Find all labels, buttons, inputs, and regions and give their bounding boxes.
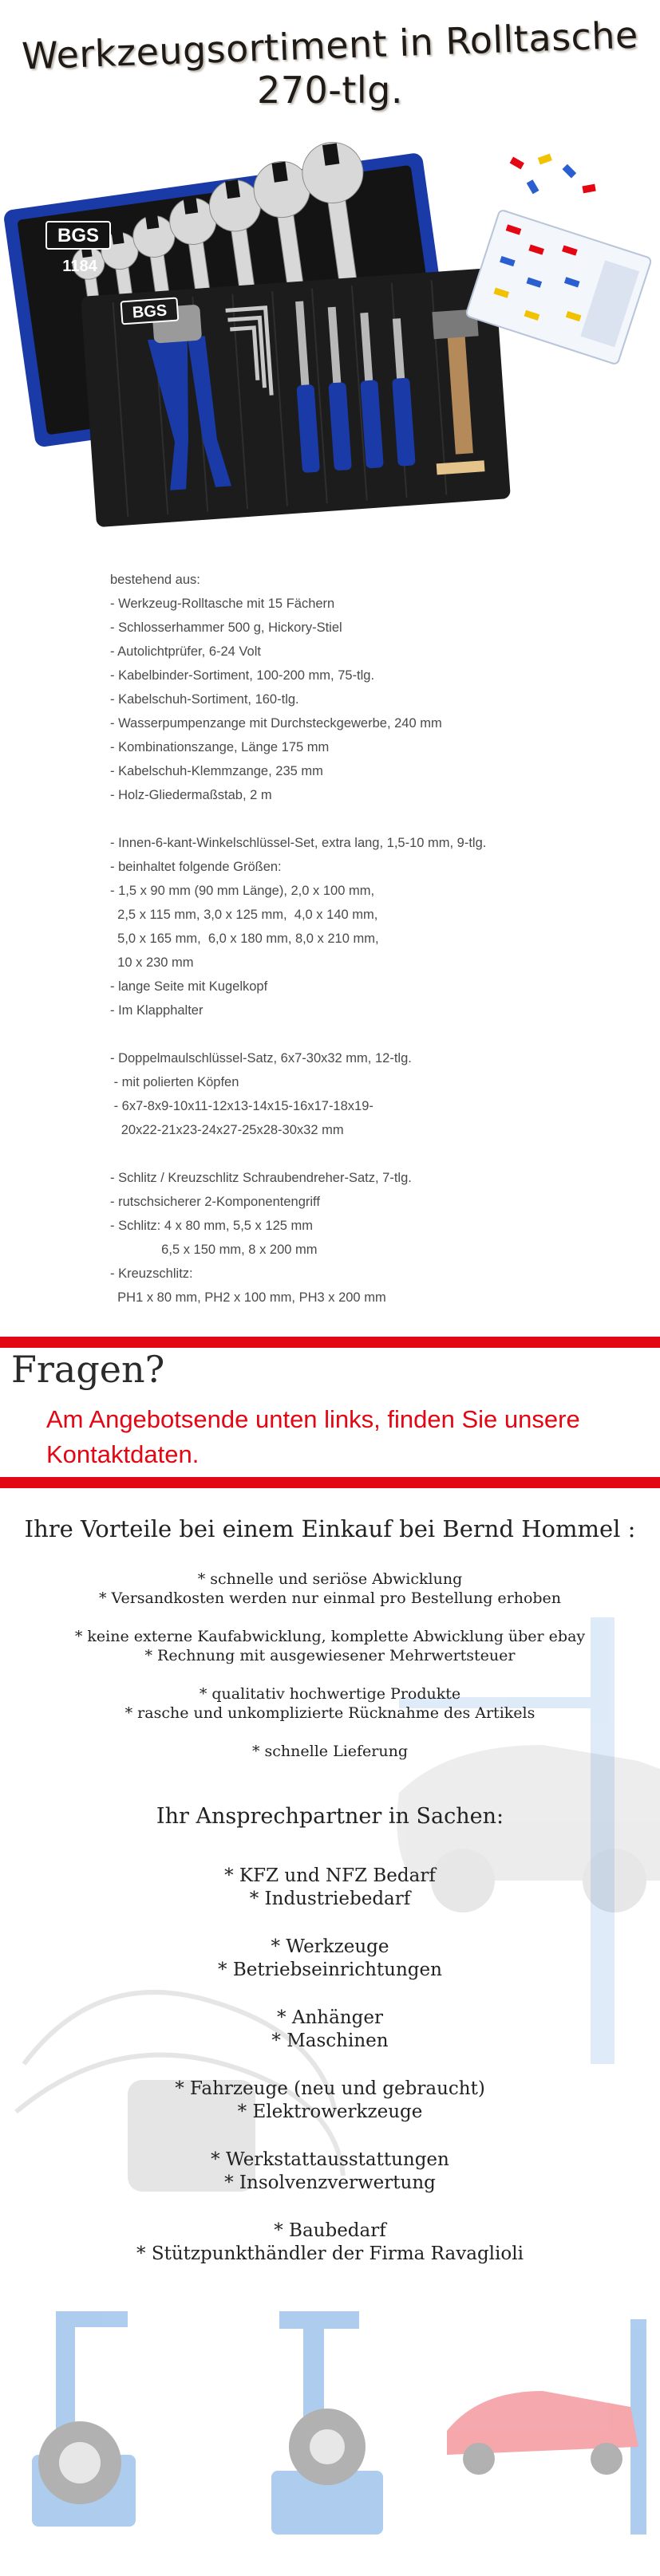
advantage-item: * schnelle und seriöse Abwicklung [197, 1570, 463, 1588]
description-line: - Schlitz / Kreuzschlitz Schraubendreher-Satz, 7-tlg. [110, 1171, 412, 1185]
advantage-item: * schnelle Lieferung [251, 1743, 409, 1760]
description-line: - Holz-Gliedermaßstab, 2 m [110, 788, 272, 802]
description-line: - rutschsicherer 2-Komponentengriff [110, 1195, 320, 1209]
tire-changer-middle [271, 2311, 383, 2535]
description-line: 5,0 x 165 mm, 6,0 x 180 mm, 8,0 x 210 mm, [110, 932, 379, 946]
description-line: - Kombinationszange, Länge 175 mm [110, 740, 330, 754]
article-number: 1184 [62, 258, 97, 275]
contact-heading: Fragen? [11, 1348, 165, 1391]
description-line: - Autolichtprüfer, 6-24 Volt [110, 644, 261, 659]
description-line: 20x22-21x23-24x27-25x28-30x32 mm [110, 1123, 344, 1137]
description-line: bestehend aus: [110, 573, 200, 587]
description-line: - mit polierten Köpfen [110, 1075, 239, 1089]
description-line: 2,5 x 115 mm, 3,0 x 125 mm, 4,0 x 140 mm, [110, 908, 378, 922]
description-line: - Kreuzschlitz: [110, 1266, 193, 1281]
description-line: - Kabelschuh-Sortiment, 160-tlg. [110, 692, 299, 707]
contact-area-item: * Betriebseinrichtungen [218, 1960, 442, 1980]
description-line: PH1 x 80 mm, PH2 x 100 mm, PH3 x 200 mm [110, 1290, 386, 1305]
description-line: - Wasserpumpenzange mit Durchsteckgewerbe, 240 mm [110, 716, 442, 731]
advantages-heading: Ihre Vorteile bei einem Einkauf bei Bernd Hommel : [24, 1515, 636, 1542]
product-description [110, 568, 589, 1310]
description-line: - 6x7-8x9-10x11-12x13-14x15-16x17-18x19- [110, 1099, 373, 1113]
advantage-item: * keine externe Kaufabwicklung, komplette Abwicklung über ebay [74, 1628, 586, 1645]
description-line: 6,5 x 150 mm, 8 x 200 mm [110, 1243, 318, 1257]
lift-with-car [447, 2319, 646, 2535]
contact-text: Am Angebotsende unten links, finden Sie unsere Kontaktdaten. [46, 1405, 580, 1468]
contact-person-heading: Ihr Ansprechpartner in Sachen: [156, 1804, 504, 1829]
description-line: - Innen-6-kant-Winkelschlüssel-Set, extra lang, 1,5-10 mm, 9-tlg. [110, 836, 487, 850]
contact-area-item: * Elektrowerkzeuge [237, 2101, 423, 2122]
contact-area-item: * Anhänger [277, 2007, 383, 2028]
description-line [110, 1022, 589, 1046]
contact-area-item: * KFZ und NFZ Bedarf [224, 1865, 436, 1886]
advantage-item: * Versandkosten werden nur einmal pro Bestellung erhoben [98, 1589, 562, 1607]
description-line: - lange Seite mit Kugelkopf [110, 979, 268, 994]
description-line: - Schlitz: 4 x 80 mm, 5,5 x 125 mm [110, 1219, 313, 1233]
description-line: - Doppelmaulschlüssel-Satz, 6x7-30x32 mm, 12-tlg. [110, 1051, 412, 1065]
page-title: Werkzeugsortiment in Rolltasche [21, 13, 639, 78]
description-line: - beinhaltet folgende Größen: [110, 860, 282, 874]
contact-area-item: * Fahrzeuge (neu und gebraucht) [175, 2078, 485, 2099]
description-line: - Kabelbinder-Sortiment, 100-200 mm, 75-tlg. [110, 668, 375, 683]
contact-area-item: * Stützpunkthändler der Firma Ravaglioli [136, 2243, 524, 2264]
contact-area-item: * Baubedarf [274, 2220, 386, 2241]
brand-logo-small: BGS [132, 301, 168, 322]
black-tool-roll [81, 268, 511, 528]
description-line: - Kabelschuh-Klemmzange, 235 mm [110, 764, 323, 778]
advantage-item: * Rechnung mit ausgewiesener Mehrwertsteuer [144, 1647, 516, 1664]
loose-cable-lugs [510, 154, 596, 195]
red-divider-top [0, 1337, 660, 1348]
description-line [110, 1142, 589, 1166]
description-line: - Im Klapphalter [110, 1003, 204, 1018]
product-image [0, 128, 660, 550]
page-subtitle: 270-tlg. [256, 69, 404, 112]
advantages-section [0, 1506, 660, 2576]
description-line [110, 807, 589, 831]
red-divider-bottom [0, 1477, 660, 1488]
contact-area-item: * Industriebedarf [249, 1889, 411, 1909]
description-line: - Werkzeug-Rolltasche mit 15 Fächern [110, 597, 335, 611]
brand-logo-text: BGS [57, 225, 100, 246]
tire-changer-left [32, 2311, 136, 2527]
advantage-item: * rasche und unkomplizierte Rücknahme des Artikels [124, 1704, 536, 1722]
contact-area-item: * Werkzeuge [271, 1936, 389, 1957]
advantage-item: * qualitativ hochwertige Produkte [199, 1685, 461, 1703]
contact-area-item: * Werkstattausstattungen [211, 2149, 449, 2170]
contact-area-item: * Insolvenzverwertung [224, 2172, 436, 2193]
description-line: - 1,5 x 90 mm (90 mm Länge), 2,0 x 100 mm, [110, 884, 375, 898]
description-line: - Schlosserhammer 500 g, Hickory-Stiel [110, 620, 342, 635]
contact-area-item: * Maschinen [271, 2030, 389, 2051]
description-line: 10 x 230 mm [110, 955, 194, 970]
